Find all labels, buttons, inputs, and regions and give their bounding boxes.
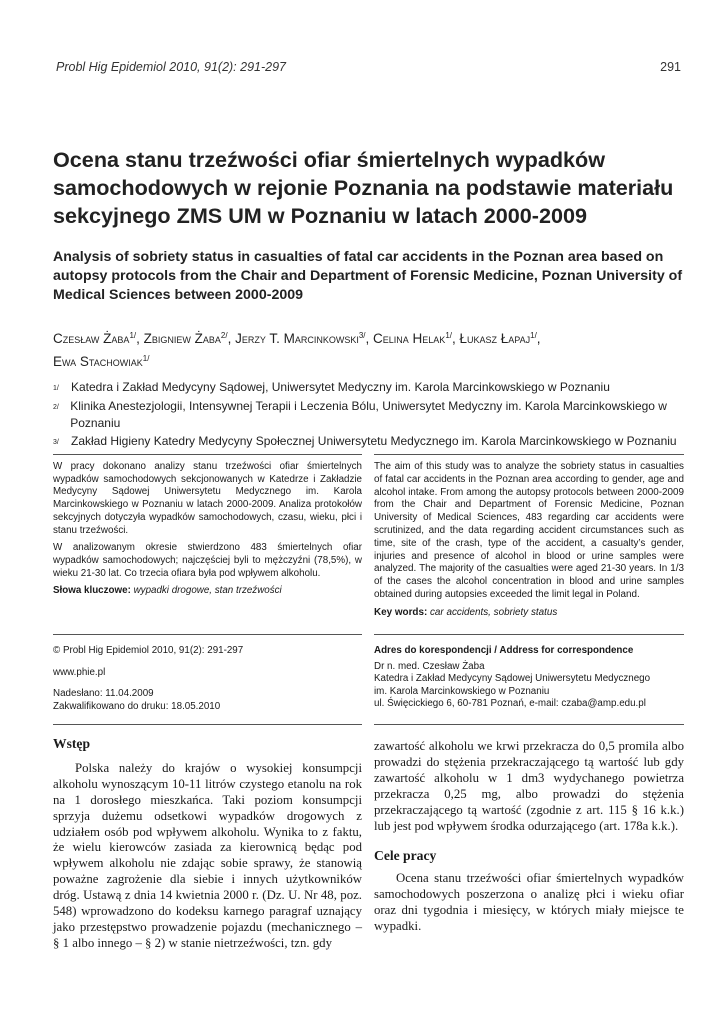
author: Zbigniew Żaba$^{2/}$, <box>143 331 236 346</box>
divider <box>374 724 684 725</box>
body-column-left <box>53 736 362 952</box>
author: Czesław Żaba$^{1/}$, <box>53 331 144 346</box>
section-heading: Wstęp <box>53 736 91 751</box>
divider <box>53 724 362 725</box>
body-paragraph: Ocena stanu trzeźwości ofiar śmiertelnych wypadków samochodowych poszerzona o analizę płci i wieku ofiar oraz dni tygodnia i miesięcy, w których miały miejsce te wypadki. <box>374 871 684 934</box>
author: Celina Helak$^{1/}$, <box>373 331 460 346</box>
author: Łukasz Łapaj$^{1/}$, <box>459 331 541 346</box>
body-column-right <box>374 739 684 935</box>
submitted-date: Nadesłano: 11.04.2009 <box>53 688 154 699</box>
correspondence-block: Adres do korespondencji / Address for correspondence Dr n. med. Czesław Żaba Katedra i Zakład Medycyny Sądowej Uniwersytetu Medycznego im. Karola Marcinkowskiego w Poznaniu ul. Święcickiego 6, 60-781 Poznań, e-mail: czaba@amp.edu.pl <box>374 645 684 711</box>
divider <box>374 454 684 455</box>
author-list <box>53 326 693 372</box>
abstract-pl: W pracy dokonano analizy stanu trzeźwości ofiar śmiertelnych wypadków samochodowych sekcjonowanych w Katedrze i Zakładzie Medycyny Sądowej Uniwersytetu Medycznego im. Karola Marcinkowskiego w Poznaniu w latach 2000-2009. Analiza protokołów sekcyjnych dotyczyła wypadków samochodowych, czasu, wieku, płci i stanu trzeźwości. W analizowanym okresie stwierdzono 483 śmiertelnych ofiar wypadków samochodowych; najczęściej byli to mężczyźni (78,5%), w wieku 21-30 lat. Co trzecia ofiara była pod wpływem alkoholu. Słowa kluczowe: wypadki drogowe, stan trzeźwości <box>53 461 362 597</box>
divider <box>374 634 684 635</box>
body-paragraph: Polska należy do krajów o wysokiej konsumpcji alkoholu wynoszącym 10-11 litrów czystego etanolu na rok na 1 dorosłego mieszkańca. Taki poziom konsumpcji sprzyja dużemu odsetkowi wypadków drogowych z udziałem osób pod wpływem alkoholu. Wynika to z faktu, że wielu kierowców zasiada za kierownicą będąc pod wpływem alkoholu nie zdając sobie sprawy, że stanowią poważne zagrożenie dla siebie i innych użytkowników dróg. Ustawą z dnia 14 kwietnia 2000 r. (Dz. U. Nr 48, poz. 548) wprowadzono do kodeksu karnego paragraf uznający jako przestępstwo prowadzenie pojazdu (mechanicznego – § 1 albo innego – § 2) w stanie nietrzeźwości, tzn. gdy <box>53 760 362 950</box>
running-header <box>56 60 681 76</box>
article-title-en: Analysis of sobriety status in casualties of fatal car accidents in the Poznan area based on autopsy protocols from the Chair and Department of Forensic Medicine, Poznan University of Medical Sciences between 2000-2009 <box>53 249 683 303</box>
author: Jerzy T. Marcinkowski$^{3/}$, <box>235 331 374 346</box>
affiliation-list <box>53 379 693 451</box>
section-heading: Cele pracy <box>374 848 437 864</box>
divider <box>53 454 362 455</box>
keywords-pl: Słowa kluczowe: wypadki drogowe, stan trzeźwości <box>53 585 282 597</box>
correspondence-heading: Adres do korespondencji / Address for correspondence <box>374 645 634 656</box>
affiliation: 2/ Klinika Anestezjologii, Intensywnej Terapii i Leczenia Bólu, Uniwersytet Medyczny im. Karola Marcinkowskiego w Poznaniu <box>53 398 667 431</box>
abstract-en: The aim of this study was to analyze the sobriety status in casualties of fatal car accidents in the Poznan area according to gender, age and alcohol intake. From among the autopsy protocols between 2000-2009 from the Chair and Department of Forensic Medicine, Poznan University of Medical Sciences, 483 regarding car accidents were scrutinized, and the data regarding accident circumstances such as time, site of the crash, type of the accident, a casualty’s gender, injuries and presence of alcohol in blood or urine samples were analyzed. The majority of the casualties were aged 21-30 years. In 1/3 of the cases the alcohol concentration in blood and urine samples obtained during autopsies exceeded the limit legal in Poland. Key words: car accidents, sobriety status <box>374 461 684 618</box>
affiliation: 3/ Zakład Higieny Katedry Medycyny Społecznej Uniwersytetu Medycznego im. Karola Marcinkowskiego w Poznaniu <box>53 433 677 448</box>
copyright-line: © Probl Hig Epidemiol 2010, 91(2): 291-297 <box>53 645 244 656</box>
divider <box>53 634 362 635</box>
author: Ewa Stachowiak$^{1/}$ <box>53 354 150 369</box>
journal-citation: Probl Hig Epidemiol 2010, 91(2): 291-297 <box>56 60 286 74</box>
page-number: 291 <box>660 60 681 74</box>
website-link[interactable]: www.phie.pl <box>53 666 106 678</box>
affiliation: 1/ Katedra i Zakład Medycyny Sądowej, Uniwersytet Medyczny im. Karola Marcinkowskiego w Poznaniu <box>53 380 610 394</box>
publication-meta <box>53 645 362 722</box>
body-paragraph: zawartość alkoholu we krwi przekracza do 0,5 promila albo prowadzi do stężenia przekraczającego tą wartość lub gdy zawartość alkoholu w 1 dm3 wydychanego powietrza przekracza 0,25 mg, albo prowadzi do stężenia przekraczającego tą wartość (zgodnie z art. 115 § 16 k.k.) lub jest pod wpływem środka odurzającego (art. 178a k.k.). <box>374 739 684 833</box>
article-title-pl: Ocena stanu trzeźwości ofiar śmiertelnych wypadków samochodowych w rejonie Poznania na podstawie materiału sekcyjnego ZMS UM w Poznaniu w latach 2000-2009 <box>53 147 674 228</box>
keywords-en: Key words: car accidents, sobriety status <box>374 606 558 618</box>
accepted-date: Zakwalifikowano do druku: 18.05.2010 <box>53 700 221 712</box>
